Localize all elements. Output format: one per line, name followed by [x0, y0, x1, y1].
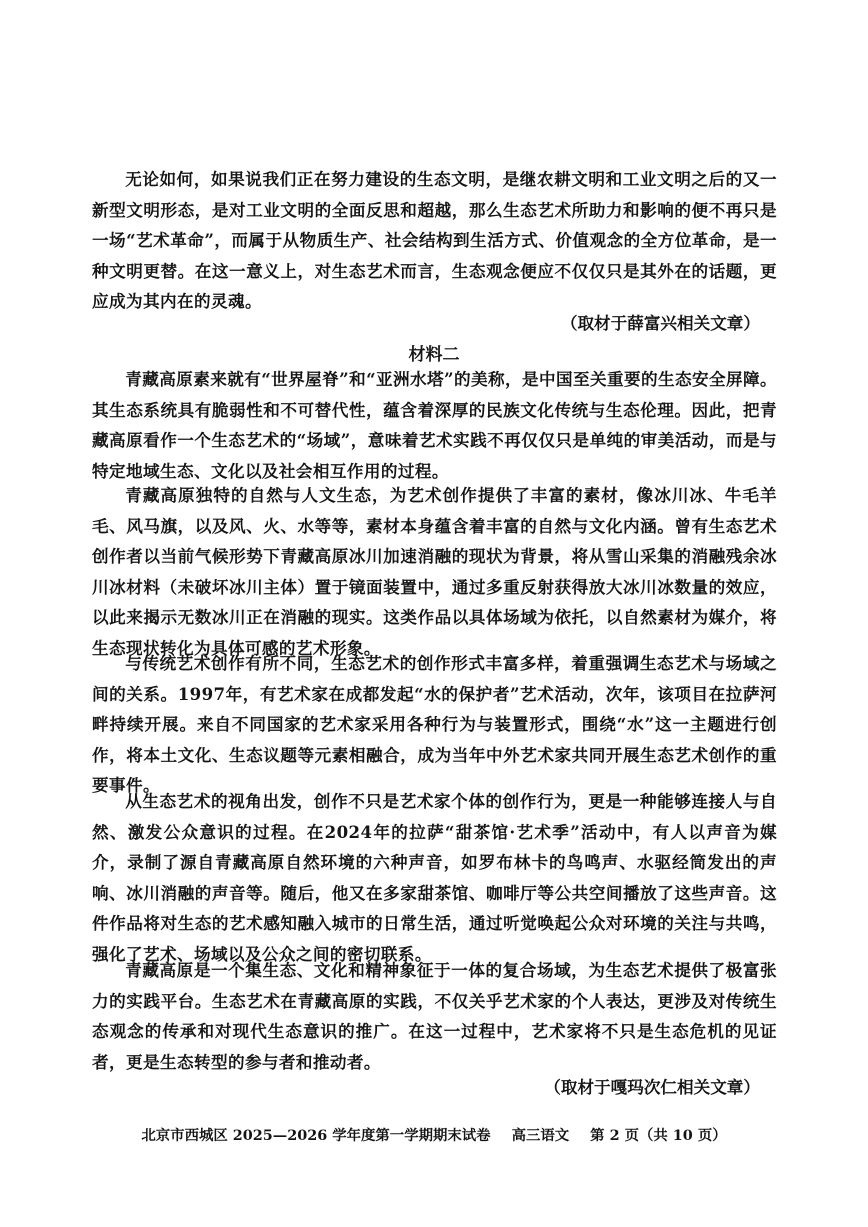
footer-exam-title: 北京市西城区 2025—2026 学年度第一学期期末试卷 [141, 1127, 491, 1144]
material-one-source: （取材于薛富兴相关文章） [560, 313, 760, 333]
footer-subject: 高三语文 [511, 1127, 570, 1144]
material-two-paragraph-2: 青藏高原独特的自然与人文生态，为艺术创作提供了丰富的素材，像冰川冰、牛毛羊毛、风马旗，以及风、火、水等等，素材本身蕴含着丰富的自然与文化内涵。曾有生态艺术创作者以当前气候形势下青藏高原冰川加速消融的现状为背景，将从雪山采集的消融残余冰川冰材料（未破坏冰川主体）置于镜面装置中，通过多重反射获得放大冰川冰数量的效应，以此来揭示无数冰川正在消融的现实。这类作品以具体场域为依托，以自然素材为媒介，将生态现状转化为具体可感的艺术形象。 [92, 485, 777, 658]
footer-page-number: 第 2 页（共 10 页） [590, 1127, 727, 1144]
material-two-paragraph-3: 与传统艺术创作有所不同，生态艺术的创作形式丰富多样，着重强调生态艺术与场域之间的关系。1997年，有艺术家在成都发起“水的保护者”艺术活动，次年，该项目在拉萨河畔持续开展。来自不同国家的艺术家采用各种行为与装置形式，围绕“水”这一主题进行创作，将本土文化、生态议题等元素相融合，成为当年中外艺术家共同开展生态艺术创作的重要事件。 [92, 653, 777, 796]
material-two-heading: 材料二 [408, 345, 460, 365]
material-two-paragraph-4: 从生态艺术的视角出发，创作不只是艺术家个体的创作行为，更是一种能够连接人与自然、激发公众意识的过程。在2024年的拉萨“甜茶馆·艺术季”活动中，有人以声音为媒介，录制了源自青藏高原自然环境的六种声音，如罗布林卡的鸟鸣声、水驱经筒发出的声响、冰川消融的声音等。随后，他又在多家甜茶馆、咖啡厅等公共空间播放了这些声音。这件作品将对生态的艺术感知融入城市的日常生活，通过听觉唤起公众对环境的关注与共鸣，强化了艺术、场域以及公众之间的密切联系。 [92, 791, 777, 964]
material-two-source: （取材于嘎玛次仁相关文章） [544, 1077, 760, 1097]
material-one-closing-paragraph: 无论如何，如果说我们正在努力建设的生态文明，是继农耕文明和工业文明之后的又一新型文明形态，是对工业文明的全面反思和超越，那么生态艺术所助力和影响的便不再只是一场“艺术革命”，而属于从物质生产、社会结构到生活方式、价值观念的全方位革命，是一种文明更替。在这一意义上，对生态艺术而言，生态观念便应不仅仅只是其外在的话题，更应成为其内在的灵魂。 [92, 169, 777, 312]
material-two-paragraph-1: 青藏高原素来就有“世界屋脊”和“亚洲水塔”的美称，是中国至关重要的生态安全屏障。其生态系统具有脆弱性和不可替代性，蕴含着深厚的民族文化传统与生态伦理。因此，把青藏高原看作一个生态艺术的“场域”，意味着艺术实践不再仅仅只是单纯的审美活动，而是与特定地域生态、文化以及社会相互作用的过程。 [92, 369, 777, 481]
page-footer [0, 1124, 868, 1145]
material-two-paragraph-5: 青藏高原是一个集生态、文化和精神象征于一体的复合场域，为生态艺术提供了极富张力的实践平台。生态艺术在青藏高原的实践，不仅关乎艺术家的个人表达，更涉及对传统生态观念的传承和对现代生态意识的推广。在这一过程中，艺术家将不只是生态危机的见证者，更是生态转型的参与者和推动者。 [92, 960, 777, 1072]
